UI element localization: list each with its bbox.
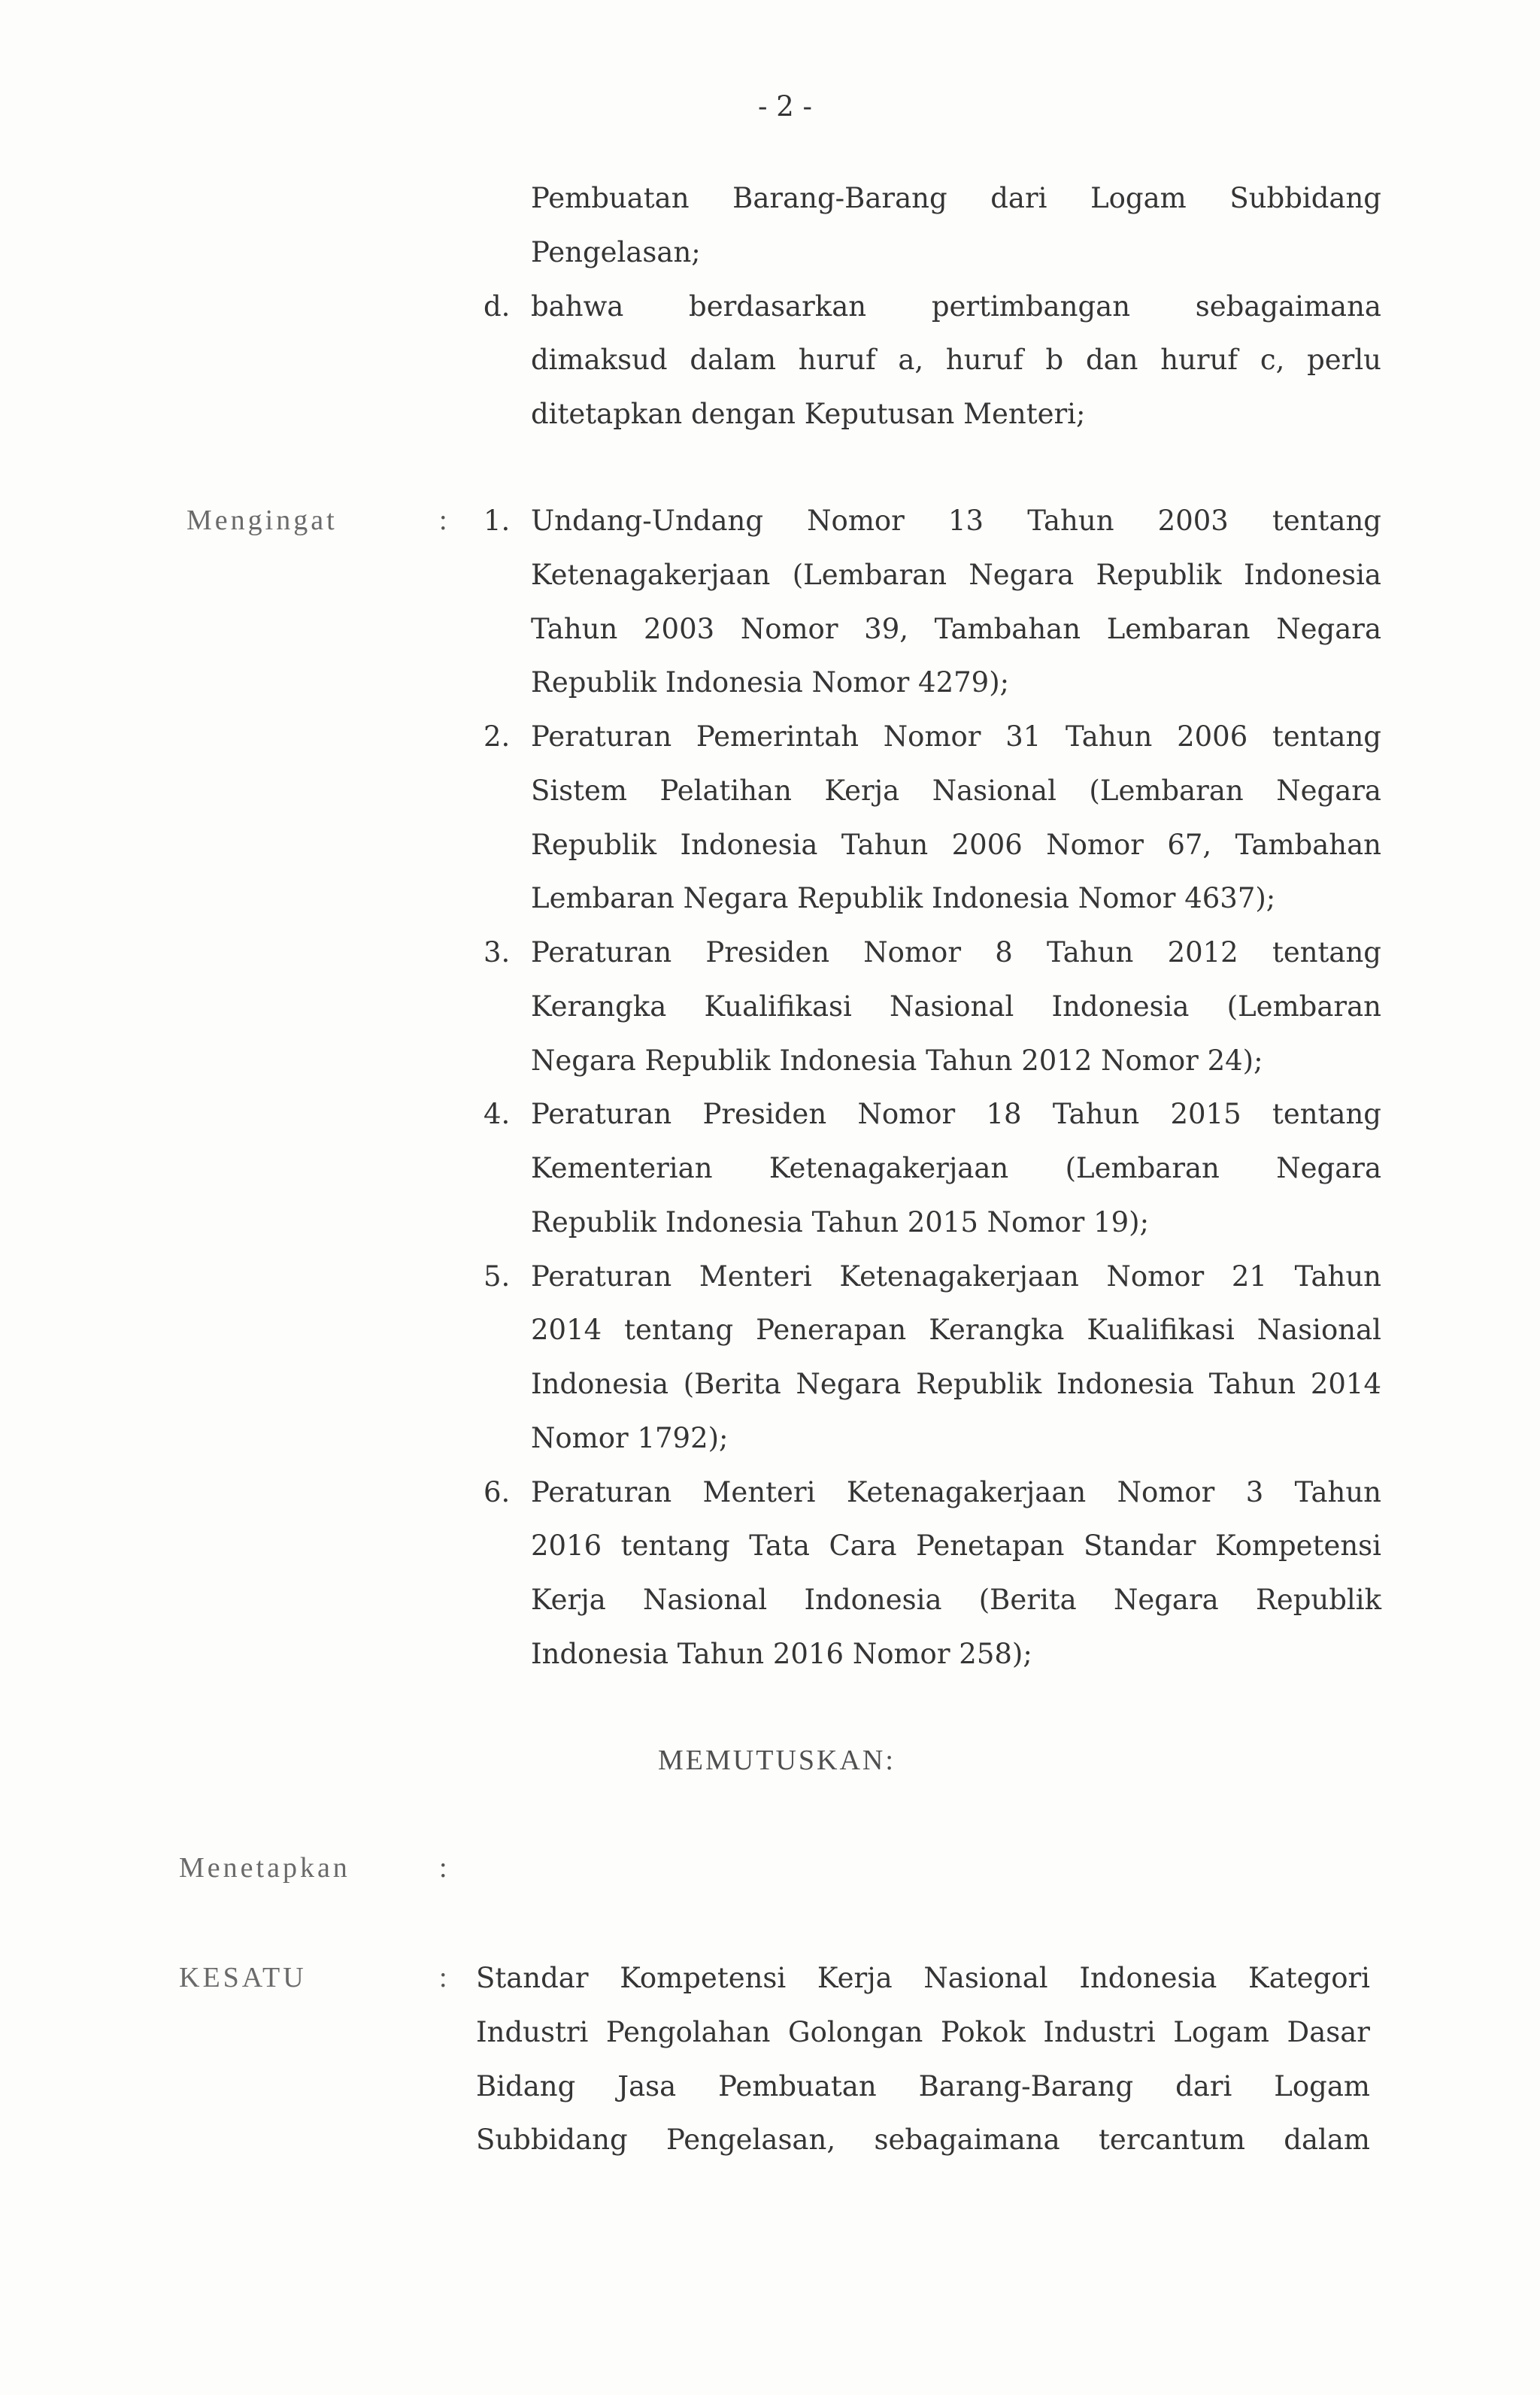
item-line: Tahun 2003 Nomor 39, Tambahan Lembaran Negara (531, 612, 1381, 645)
item-number: 4. (484, 1098, 511, 1131)
page-number: - 2 - (757, 90, 813, 123)
item-line: Peraturan Presiden Nomor 8 Tahun 2012 tentang (531, 936, 1381, 969)
mengingat-colon: : (439, 505, 447, 536)
kesatu-label: KESATU (179, 1962, 307, 1993)
item-line: Nomor 1792); (531, 1421, 729, 1454)
item-number: 1. (484, 505, 511, 537)
item-line: Peraturan Menteri Ketenagakerjaan Nomor 3 Tahun (531, 1475, 1381, 1508)
item-line: Kementerian Ketenagakerjaan (Lembaran Negara (531, 1152, 1381, 1184)
item-line: Republik Indonesia Nomor 4279); (531, 666, 1010, 699)
mengingat-list (484, 494, 1381, 1681)
consideration-item-d (484, 280, 1381, 441)
paragraph-line: bahwa berdasarkan pertimbangan sebagaimana (531, 290, 1381, 323)
item-line: Negara Republik Indonesia Tahun 2012 Nomor 24); (531, 1044, 1263, 1077)
item-line: Republik Indonesia Tahun 2006 Nomor 67, Tambahan (531, 828, 1381, 861)
item-line: Indonesia Tahun 2016 Nomor 258); (531, 1637, 1032, 1670)
list-item (484, 710, 1381, 926)
kesatu-line: Subbidang Pengelasan, sebagaimana tercantum dalam (476, 2124, 1370, 2157)
list-item (484, 926, 1381, 1087)
kesatu-line: Industri Pengolahan Golongan Pokok Industri Logam Dasar (476, 2015, 1370, 2048)
kesatu-text (476, 1951, 1370, 2167)
item-number: 5. (484, 1260, 511, 1293)
paragraph-line: Pengelasan; (531, 235, 701, 268)
consideration-block (484, 171, 1381, 441)
list-item (484, 1250, 1381, 1466)
paragraph-line: ditetapkan dengan Keputusan Menteri; (531, 398, 1086, 430)
kesatu-line: Bidang Jasa Pembuatan Barang-Barang dari Logam (476, 2069, 1370, 2102)
item-line: Peraturan Presiden Nomor 18 Tahun 2015 tentang (531, 1098, 1381, 1131)
item-number: 2. (484, 720, 511, 753)
item-line: Indonesia (Berita Negara Republik Indonesia Tahun 2014 (531, 1368, 1381, 1400)
consideration-continuation (484, 171, 1381, 280)
paragraph-line: Pembuatan Barang-Barang dari Logam Subbidang (531, 182, 1381, 214)
item-line: Ketenagakerjaan (Lembaran Negara Republik Indonesia (531, 558, 1381, 591)
mengingat-label: Mengingat (186, 505, 338, 536)
kesatu-line: Standar Kompetensi Kerja Nasional Indonesia Kategori (476, 1962, 1370, 1994)
decision-heading: MEMUTUSKAN: (658, 1745, 896, 1776)
item-line: 2016 tentang Tata Cara Penetapan Standar Kompetensi (531, 1529, 1381, 1563)
paragraph-line: dimaksud dalam huruf a, huruf b dan huruf c, perlu (531, 344, 1381, 377)
item-line: Kerja Nasional Indonesia (Berita Negara Republik (531, 1584, 1381, 1616)
item-number: 3. (484, 936, 511, 969)
item-line: Kerangka Kualifikasi Nasional Indonesia (Lembaran (531, 990, 1381, 1023)
kesatu-colon: : (439, 1962, 447, 1993)
item-marker: d. (484, 290, 511, 323)
item-number: 6. (484, 1475, 511, 1508)
item-line: Peraturan Menteri Ketenagakerjaan Nomor 21 Tahun (531, 1260, 1381, 1293)
item-line: Peraturan Pemerintah Nomor 31 Tahun 2006 tentang (531, 720, 1381, 753)
menetapkan-label: Menetapkan (179, 1852, 350, 1884)
list-item (484, 1087, 1381, 1249)
list-item (484, 494, 1381, 710)
item-line: Sistem Pelatihan Kerja Nasional (Lembaran Negara (531, 774, 1381, 807)
item-line: Lembaran Negara Republik Indonesia Nomor 4637); (531, 882, 1276, 915)
item-line: Republik Indonesia Tahun 2015 Nomor 19); (531, 1205, 1150, 1238)
menetapkan-colon: : (439, 1852, 447, 1884)
list-item (484, 1466, 1381, 1681)
item-line: Undang-Undang Nomor 13 Tahun 2003 tentang (531, 505, 1381, 537)
item-line: 2014 tentang Penerapan Kerangka Kualifikasi Nasional (531, 1314, 1381, 1347)
